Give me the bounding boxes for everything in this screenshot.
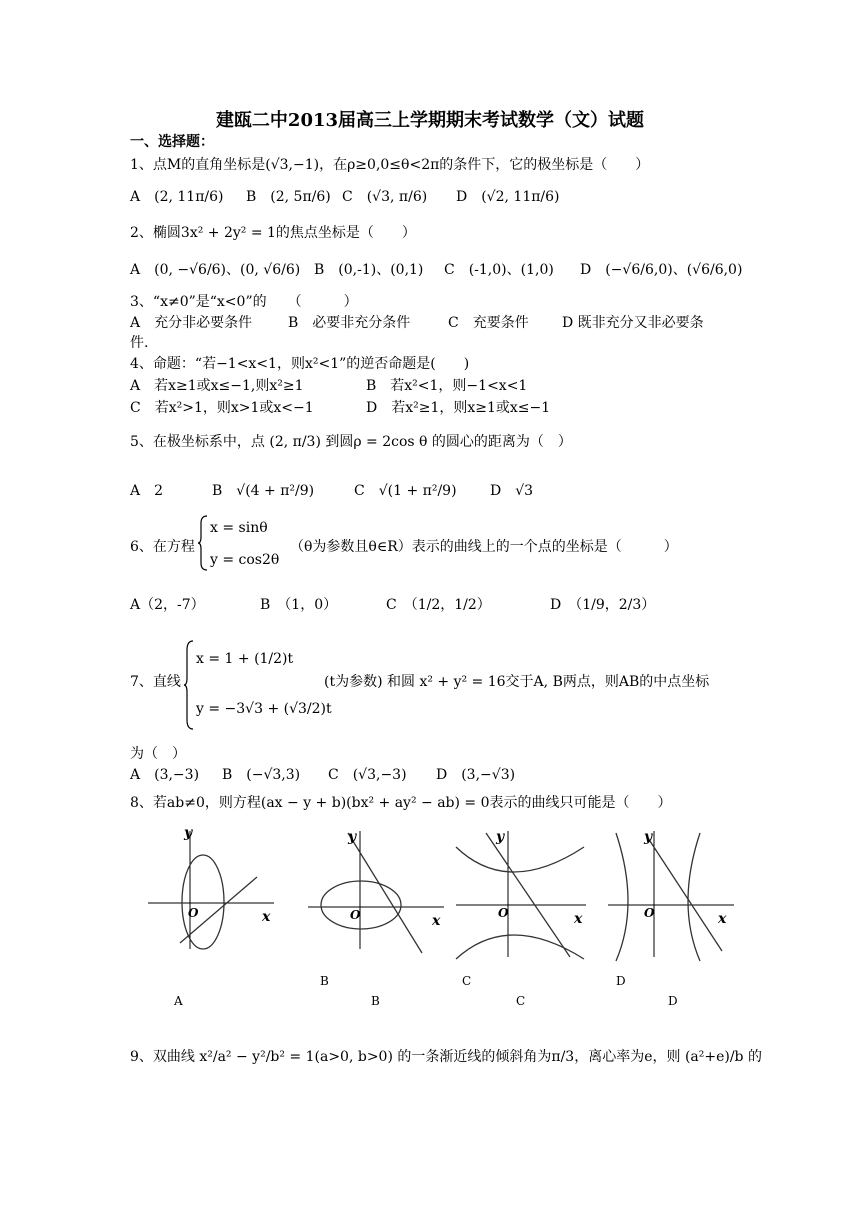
question-4-option-a: A 若x≥1或x≤−1,则x²≥1 — [130, 378, 304, 394]
question-2-option-b: B (0,-1)、(0,1) — [314, 262, 424, 278]
question-3-stem: 3、“x≠0”是“x<0”的 （ ） — [130, 294, 358, 310]
question-6-stem-post: （θ为参数且θ∈R）表示的曲线上的一个点的坐标是（ ） — [290, 539, 678, 555]
question-7-brace-icon — [184, 640, 194, 730]
figure-d-graph — [604, 825, 740, 965]
figure-a-y-label: y — [184, 825, 193, 841]
figure-caption: B — [371, 994, 380, 1008]
figure-c-graph — [452, 825, 592, 965]
question-6-equation-1: x = sinθ — [210, 520, 268, 536]
question-1-option-c: C (√3, π/6) — [342, 189, 428, 205]
question-3-option-b: B 必要非充分条件 — [288, 315, 411, 331]
question-6-equation-2: y = cos2θ — [210, 552, 280, 568]
question-5-option-d: D √3 — [490, 483, 534, 499]
question-5-option-c: C √(1 + π²/9) — [354, 483, 457, 499]
section-heading: 一、选择题： — [130, 134, 214, 150]
question-1-stem: 1、点M的直角坐标是(√3,−1)，在ρ≥0,0≤θ<2π的条件下，它的极坐标是（ ） — [130, 157, 650, 173]
question-1-option-a: A (2, 11π/6) — [130, 189, 224, 205]
question-7-option-b: B (−√3,3) — [222, 767, 301, 783]
question-4-stem: 4、命题：“若−1<x<1，则x²<1”的逆否命题是( ) — [130, 356, 470, 372]
figure-caption: B — [320, 974, 329, 988]
question-2-option-d: D (−√6/6,0)、(√6/6,0) — [580, 262, 743, 278]
question-2-option-c: C (-1,0)、(1,0) — [444, 262, 554, 278]
figure-a-x-label: x — [262, 909, 271, 925]
question-5-option-b: B √(4 + π²/9) — [212, 483, 315, 499]
figure-b-origin-label: O — [350, 908, 361, 922]
question-7-equation-2: y = −3√3 + (√3/2)t — [196, 701, 332, 717]
figure-caption: C — [462, 974, 472, 988]
figure-c-origin-label: O — [498, 906, 509, 920]
question-4-option-c: C 若x²>1，则x>1或x<−1 — [130, 400, 314, 416]
question-2-option-a: A (0, −√6/6)、(0, √6/6) — [130, 262, 301, 278]
question-1-option-b: B (2, 5π/6) — [246, 189, 331, 205]
figure-b-graph — [300, 825, 450, 955]
question-7-stem-post: (t为参数) 和圆 x² + y² = 16交于A, B两点，则AB的中点坐标 — [324, 674, 710, 690]
question-7-option-d: D (3,−√3) — [436, 767, 516, 783]
figure-d-origin-label: O — [644, 906, 655, 920]
figure-caption: C — [516, 994, 526, 1008]
figure-c-x-label: x — [574, 911, 583, 927]
figure-c-y-label: y — [496, 829, 505, 845]
question-2-stem: 2、椭圆3x² + 2y² = 1的焦点坐标是（ ） — [130, 225, 416, 241]
question-6-option-b: B （1，0） — [260, 597, 338, 613]
figure-a-origin-label: O — [188, 906, 199, 920]
figure-d-x-label: x — [718, 911, 727, 927]
question-7-wrap: 为（ ） — [130, 746, 186, 762]
question-7-option-a: A (3,−3) — [130, 767, 200, 783]
question-3-option-d: D 既非充分又非必要条 — [562, 315, 704, 331]
question-4-option-d: D 若x²≥1，则x≥1或x≤−1 — [366, 400, 551, 416]
figure-caption: D — [668, 994, 678, 1008]
question-4-option-b: B 若x²<1，则−1<x<1 — [366, 378, 528, 394]
question-3-wrap: 件. — [130, 335, 149, 351]
question-5-option-a: A 2 — [130, 483, 164, 499]
figure-b-x-label: x — [432, 913, 441, 929]
question-6-option-d: D （1/9，2/3） — [550, 597, 656, 613]
question-7-option-c: C (√3,−3) — [328, 767, 407, 783]
question-1-option-d: D (√2, 11π/6) — [456, 189, 560, 205]
question-7-stem-pre: 7、直线 — [130, 674, 181, 690]
figure-caption: A — [174, 994, 183, 1008]
figure-caption: D — [616, 974, 626, 988]
figure-b-y-label: y — [348, 829, 357, 845]
question-3-option-a: A 充分非必要条件 — [130, 315, 253, 331]
question-7-equation-1: x = 1 + (1/2)t — [196, 651, 294, 667]
question-6-option-a: A（2，-7） — [130, 597, 205, 613]
figure-d-y-label: y — [644, 829, 653, 845]
figure-a-graph — [140, 825, 280, 955]
page-title: 建瓯二中2013届高三上学期期末考试数学（文）试题 — [215, 110, 645, 131]
question-8-stem: 8、若ab≠0，则方程(ax − y + b)(bx² + ay² − ab) = 0表示的曲线只可能是（ ） — [130, 795, 672, 811]
question-6-option-c: C （1/2，1/2） — [386, 597, 491, 613]
question-3-option-c: C 充要条件 — [448, 315, 529, 331]
question-6-stem-pre: 6、在方程 — [130, 539, 195, 555]
question-5-stem: 5、在极坐标系中，点 (2, π/3) 到圆ρ = 2cos θ 的圆心的距离为（ ） — [130, 434, 572, 450]
question-9-stem: 9、双曲线 x²/a² − y²/b² = 1(a>0, b>0) 的一条渐近线的倾斜角为π/3，离心率为e，则 (a²+e)/b 的 — [130, 1049, 762, 1065]
question-6-brace-icon — [198, 515, 208, 571]
